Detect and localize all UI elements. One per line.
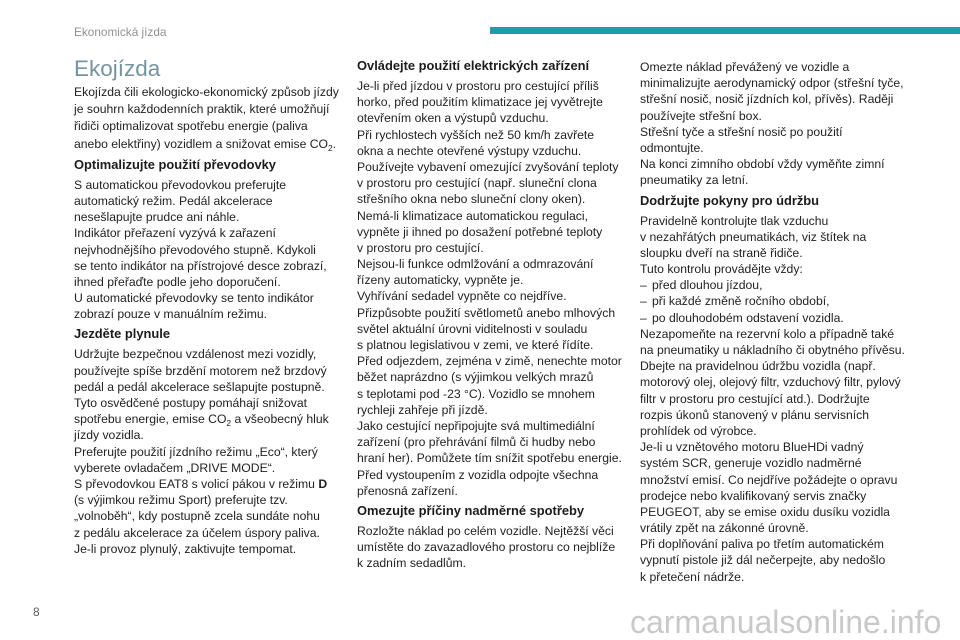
text-segment: při každé změně ročního období, xyxy=(652,294,830,309)
text-line: z pedálu akcelerace za účelem úspory paliva. xyxy=(74,525,320,540)
text-line: umístěte do zavazadlového prostoru co nejblíže xyxy=(357,540,616,555)
subscript: 2 xyxy=(226,418,232,429)
text-line: Nemá-li klimatizace automatickou regulaci, xyxy=(357,208,588,223)
list-dash: – xyxy=(640,278,647,293)
text-line: v prostoru pro cestující. xyxy=(357,240,484,255)
text-line: Je-li provoz plynulý, zaktivujte tempomat. xyxy=(74,541,297,556)
text-line: minimalizujte aerodynamický odpor (střešní tyče, xyxy=(640,76,904,91)
column-3 xyxy=(640,59,920,585)
section-heading: Optimalizujte použití převodovky xyxy=(74,156,276,172)
text-line xyxy=(74,411,354,427)
text-line: Dbejte na pravidelnou údržbu vozidla (např. xyxy=(640,359,876,374)
text-line: Používejte vybavení omezující zvyšování teploty xyxy=(357,159,619,174)
text-line: Nezapomeňte na rezervní kolo a případně také xyxy=(640,326,895,341)
paragraph xyxy=(640,59,920,189)
text-line: Omezte náklad převážený ve vozidle a xyxy=(640,60,850,74)
text-line: vyberete ovladačem „DRIVE MODE“. xyxy=(74,460,276,475)
text-line: jízdy vozidla. xyxy=(74,428,144,443)
text-line: Indikátor přeřazení vyzývá k zařazení xyxy=(74,226,276,241)
text-line: je souhrn každodenních praktik, které umožňují xyxy=(74,102,330,117)
text-line: zařízení (pro přehrávání filmů či hudby nebo xyxy=(357,435,596,450)
text-line: v nezahřátých pneumatikách, viz štítek na xyxy=(640,229,867,244)
column-1 xyxy=(74,55,354,557)
paragraph xyxy=(74,177,354,323)
text-line: sloupku dveří na straně řidiče. xyxy=(640,245,803,260)
column-2 xyxy=(357,57,637,571)
text-line: vrátily zpět na zákonné úrovně. xyxy=(640,521,809,536)
text-line: Ekojízda čili ekologicko-ekonomický způsob jízdy xyxy=(74,85,339,99)
text-line: Střešní tyče a střešní nosič po použití xyxy=(640,124,843,139)
section-heading: Jezděte plynule xyxy=(74,326,170,342)
text-line xyxy=(74,136,354,153)
text-segment: a všeobecný hluk xyxy=(231,412,329,427)
text-line: s teplotami pod -23 °C). Vozidlo se mnohem xyxy=(357,386,595,401)
text-line: Vyhřívání sedadel vypněte co nejdříve. xyxy=(357,289,567,304)
text-segment: po dlouhodobém odstavení vozidla. xyxy=(652,310,844,325)
text-line xyxy=(640,277,920,293)
text-line: světel aktuální úrovni viditelnosti v souladu xyxy=(357,321,588,336)
text-segment: S převodovkou EAT8 s volicí pákou v režimu xyxy=(74,476,319,491)
paragraph xyxy=(640,213,920,585)
text-line: okna a nechte otevřené výstupy vzduchu. xyxy=(357,143,582,158)
text-line: Je-li u vznětového motoru BlueHDi vadný xyxy=(640,440,864,455)
text-line: zobrazí pouze v manuálním režimu. xyxy=(74,307,268,322)
text-line: S automatickou převodovkou preferujte xyxy=(74,177,287,192)
text-line: střešní nosič, nosič jízdních kol, přívěs). Raději xyxy=(640,92,894,107)
text-line: k přetečení nádrže. xyxy=(640,569,745,584)
text-line: Při rychlostech vyšších než 50 km/h zavřete xyxy=(357,127,595,142)
text-line: rozpis úkonů stanovený v plánu servisních xyxy=(640,407,869,422)
text-segment: anebo elektřiny) vozidlem a snižovat emise CO xyxy=(74,136,329,151)
text-line: Před odjezdem, zejména v zimě, nenechte motor xyxy=(357,354,622,369)
bold-text: D xyxy=(318,476,328,491)
text-line: řidiči optimalizovat spotřebu energie (paliva xyxy=(74,119,308,134)
text-line: Jako cestující nepřipojujte svá multimediální xyxy=(357,418,595,433)
text-line: horko, před použitím klimatizace jej vyvětrejte xyxy=(357,95,603,110)
text-line: k zadním sedadlům. xyxy=(357,556,467,571)
text-line: s platnou legislativou v zemi, ve které řídíte. xyxy=(357,338,594,352)
page-title: Ekojízda xyxy=(74,56,161,81)
text-line: prodejce nebo kvalifikovaný servis značky xyxy=(640,488,867,503)
text-line: nejvhodnějšího převodového stupně. Kdykoli xyxy=(74,242,316,257)
text-line: se tento indikátor na přístrojové desce zobrazí, xyxy=(74,258,327,273)
section-heading: Omezujte příčiny nadměrné spotřeby xyxy=(357,502,585,518)
text-line: pedál a pedál akcelerace sešlapujte postupně. xyxy=(74,379,325,394)
page-number: 8 xyxy=(33,605,40,619)
text-line: Při doplňování paliva po třetím automatickém xyxy=(640,537,884,552)
text-line: řízeny automaticky, vypněte je. xyxy=(357,273,524,288)
text-line: Preferujte použití jízdního režimu „Eco“, který xyxy=(74,444,318,459)
text-line: otevřením oken a výstupů vzduchu. xyxy=(357,111,549,126)
text-segment: spotřebu energie, emise CO xyxy=(74,412,227,427)
text-line: běžet naprázdno (s výjimkou velkých mrazů xyxy=(357,370,594,385)
text-line: (s výjimkou režimu Sport) preferujte tzv. xyxy=(74,493,288,508)
text-line: Přizpůsobte použití světlometů anebo mlhových xyxy=(357,305,616,320)
text-line: Udržujte bezpečnou vzdálenost mezi vozidly, xyxy=(74,347,317,362)
text-line xyxy=(640,310,920,326)
text-line: filtr v prostoru pro cestující atd.). Dodržujte xyxy=(640,391,870,406)
text-line: PEUGEOT, aby se emise oxidu dusíku vozidla xyxy=(640,504,890,519)
text-line: přenosná zařízení. xyxy=(357,483,458,498)
text-line xyxy=(74,476,354,492)
section-heading: Ovládejte použití elektrických zařízení xyxy=(357,58,590,73)
text-segment: před dlouhou jízdou, xyxy=(652,278,763,293)
subscript: 2 xyxy=(328,142,333,153)
text-line: vypnutí pistole již dál nečerpejte, aby nedošlo xyxy=(640,553,886,568)
section-heading: Dodržujte pokyny pro údržbu xyxy=(640,192,820,208)
text-line: střešního okna nebo sluneční clony oken). xyxy=(357,192,586,207)
paragraph xyxy=(74,346,354,556)
section-header: Ekonomická jízda xyxy=(74,25,167,39)
text-line: v prostoru pro cestující (např. sluneční clona xyxy=(357,176,597,191)
text-line: na pneumatiky u nákladního či obytného přívěsu. xyxy=(640,343,905,357)
text-line: používejte střešní box. xyxy=(640,108,762,123)
watermark: carmanualsonline.info xyxy=(630,604,942,640)
text-segment: . xyxy=(332,136,337,151)
text-line: Na konci zimního období vždy vyměňte zimní xyxy=(640,157,885,172)
text-line: Tyto osvědčené postupy pomáhají snižovat xyxy=(74,396,308,410)
text-line: U automatické převodovky se tento indikátor xyxy=(74,291,314,306)
list-dash: – xyxy=(640,294,647,309)
header-accent-bar xyxy=(490,27,960,34)
text-line: motorový olej, olejový filtr, vzduchový filtr, pylový xyxy=(640,375,901,390)
text-line: Pravidelně kontrolujte tlak vzduchu xyxy=(640,213,829,228)
text-line: používejte spíše brzdění motorem než brzdový xyxy=(74,363,327,378)
intro-paragraph xyxy=(74,84,354,153)
text-line: nesešlapujte prudce ani náhle. xyxy=(74,210,240,225)
text-line: vypněte ji ihned po dosažení potřebné teploty xyxy=(357,224,603,239)
paragraph xyxy=(357,523,637,572)
list-dash: – xyxy=(640,310,647,325)
text-line: systém SCR, generuje vozidlo nadměrné xyxy=(640,456,862,471)
text-line xyxy=(640,293,920,309)
text-line: Před vystoupením z vozidla odpojte všechna xyxy=(357,467,599,482)
text-line: pneumatiky za letní. xyxy=(640,173,749,188)
text-line: prohlídek od výrobce. xyxy=(640,423,757,438)
text-line: ihned přeřaďte podle jeho doporučení. xyxy=(74,274,281,289)
text-line: Rozložte náklad po celém vozidle. Nejtěžší věci xyxy=(357,523,614,538)
text-line: Je-li před jízdou v prostoru pro cestující příliš xyxy=(357,79,599,93)
text-line: Nejsou-li funkce odmlžování a odmrazování xyxy=(357,257,594,272)
text-line: Tuto kontrolu provádějte vždy: xyxy=(640,262,803,277)
text-line: množství emisí. Co nejdříve požádejte o opravu xyxy=(640,472,898,487)
text-line: odmontujte. xyxy=(640,140,704,155)
paragraph xyxy=(357,78,637,499)
text-line: „volnoběh“, kdy postupně zcela sundáte nohu xyxy=(74,509,320,524)
text-line: automatický režim. Pedál akcelerace xyxy=(74,193,273,208)
text-line: rychleji zahřeje při jízdě. xyxy=(357,402,488,417)
text-line: hraní her). Pomůžete tím snížit spotřebu energie. xyxy=(357,451,622,466)
